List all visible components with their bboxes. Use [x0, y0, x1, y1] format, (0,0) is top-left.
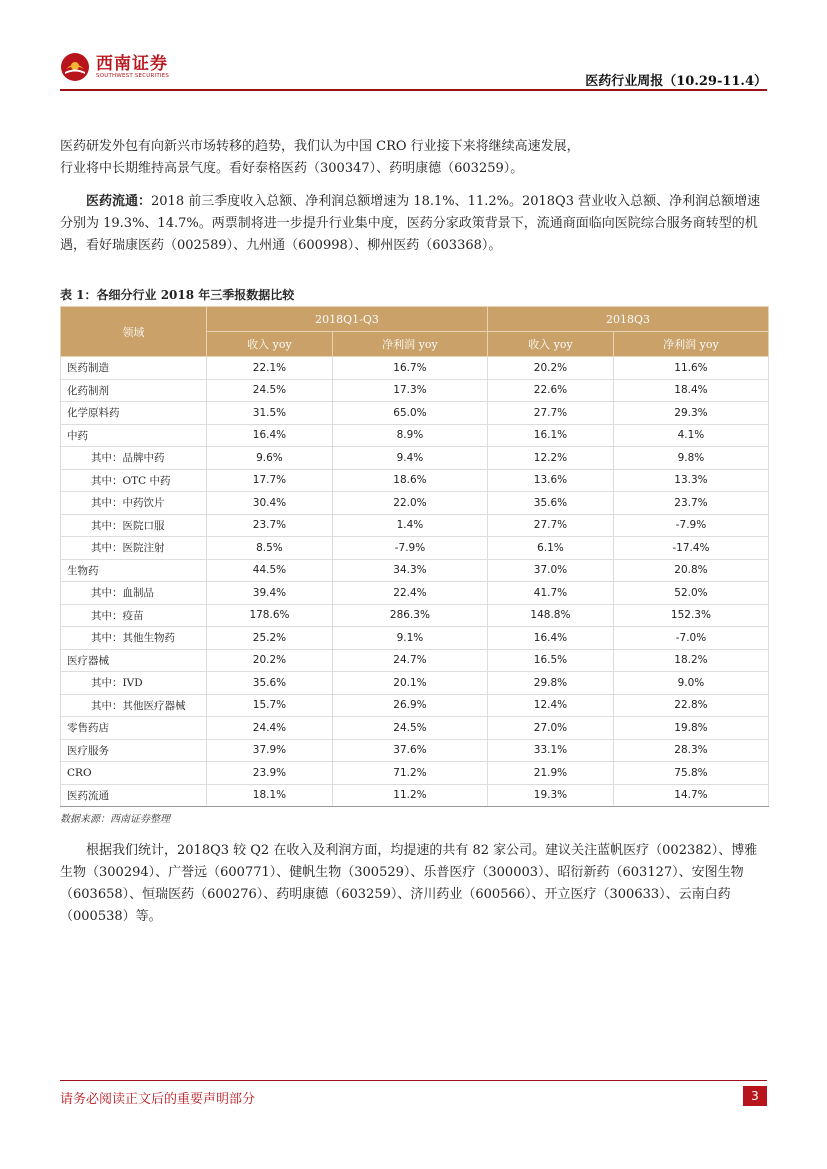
table-row	[61, 762, 769, 785]
conclusion-paragraph: 根据我们统计，2018Q3 较 Q2 在收入及利润方面，均提速的共有 82 家公司。建议关注蓝帆医疗（002382）、博雅生物（300294）、广誉远（600771）、健帆生物（300529）、乐普医疗（300003）、昭衍新药（603127）、安图生物（603658）、恒瑞医药（600276）、药明康德（603259）、济川药业（600566）、开立医疗（300633）、云南白药（000538）等。	[60, 843, 758, 924]
row-value: -17.4%	[613, 537, 768, 560]
row-label: 化学原料药	[61, 402, 207, 425]
row-label: 其中：IVD	[61, 672, 207, 695]
row-value: 11.2%	[332, 784, 487, 807]
row-value: 23.7%	[613, 492, 768, 515]
row-value: 152.3%	[613, 604, 768, 627]
row-value: 41.7%	[487, 582, 613, 605]
row-value: 4.1%	[613, 424, 768, 447]
row-value: 39.4%	[207, 582, 333, 605]
row-value: 17.3%	[332, 379, 487, 402]
row-value: 18.6%	[332, 469, 487, 492]
table-row	[61, 559, 769, 582]
row-value: 24.5%	[332, 717, 487, 740]
row-value: 16.5%	[487, 649, 613, 672]
row-value: 9.8%	[613, 447, 768, 470]
table-row	[61, 672, 769, 695]
row-value: 34.3%	[332, 559, 487, 582]
table-row	[61, 379, 769, 402]
row-value: 17.7%	[207, 469, 333, 492]
row-value: 18.2%	[613, 649, 768, 672]
table-row	[61, 447, 769, 470]
circulation-label: 医药流通：	[86, 194, 152, 209]
row-label: 其中：品牌中药	[61, 447, 207, 470]
row-value: 71.2%	[332, 762, 487, 785]
table-row	[61, 424, 769, 447]
row-value: 28.3%	[613, 739, 768, 762]
table-row	[61, 469, 769, 492]
row-value: 148.8%	[487, 604, 613, 627]
table-row	[61, 694, 769, 717]
page-number: 3	[743, 1086, 767, 1106]
row-value: 16.7%	[332, 357, 487, 380]
row-value: 16.4%	[487, 627, 613, 650]
row-value: 9.6%	[207, 447, 333, 470]
row-value: 20.8%	[613, 559, 768, 582]
intro-line-2: 行业将中长期维持高景气度。看好泰格医药（300347）、药明康德（603259）。	[60, 161, 524, 176]
row-value: 8.5%	[207, 537, 333, 560]
header-revenue-yoy-1: 收入 yoy	[207, 332, 333, 357]
row-value: 52.0%	[613, 582, 768, 605]
row-value: 22.6%	[487, 379, 613, 402]
row-value: 13.6%	[487, 469, 613, 492]
header-domain: 领域	[61, 307, 207, 357]
row-value: 30.4%	[207, 492, 333, 515]
intro-paragraph	[60, 136, 768, 180]
row-label: 医药流通	[61, 784, 207, 807]
row-value: -7.9%	[332, 537, 487, 560]
header-revenue-yoy-2: 收入 yoy	[487, 332, 613, 357]
row-value: 15.7%	[207, 694, 333, 717]
row-value: 27.0%	[487, 717, 613, 740]
logo-emblem-icon	[60, 52, 90, 82]
row-label: 其中：OTC 中药	[61, 469, 207, 492]
row-value: 21.9%	[487, 762, 613, 785]
row-value: 9.4%	[332, 447, 487, 470]
row-value: 9.1%	[332, 627, 487, 650]
table-source: 数据来源：西南证券整理	[60, 814, 170, 825]
row-value: 31.5%	[207, 402, 333, 425]
row-value: 12.2%	[487, 447, 613, 470]
table-row	[61, 402, 769, 425]
table-row	[61, 357, 769, 380]
table-row	[61, 492, 769, 515]
row-value: 75.8%	[613, 762, 768, 785]
circulation-paragraph	[60, 191, 768, 257]
row-value: 24.7%	[332, 649, 487, 672]
row-label: 医疗服务	[61, 739, 207, 762]
row-value: 286.3%	[332, 604, 487, 627]
row-value: 23.7%	[207, 514, 333, 537]
row-label: 其中：医院口服	[61, 514, 207, 537]
row-value: 27.7%	[487, 402, 613, 425]
row-label: 生物药	[61, 559, 207, 582]
row-value: 22.1%	[207, 357, 333, 380]
row-value: 20.1%	[332, 672, 487, 695]
row-value: 37.0%	[487, 559, 613, 582]
row-label: 其中：血制品	[61, 582, 207, 605]
logo-chinese-name: 西南证券	[96, 54, 168, 74]
header-profit-yoy-2: 净利润 yoy	[613, 332, 768, 357]
row-label: 中药	[61, 424, 207, 447]
report-title: 医药行业周报（10.29-11.4）	[585, 74, 767, 89]
row-value: 35.6%	[487, 492, 613, 515]
segment-comparison-table	[60, 306, 769, 807]
company-logo	[60, 52, 169, 82]
row-value: 20.2%	[207, 649, 333, 672]
row-label: 零售药店	[61, 717, 207, 740]
row-value: 19.3%	[487, 784, 613, 807]
row-value: -7.0%	[613, 627, 768, 650]
row-value: 8.9%	[332, 424, 487, 447]
row-label: 其中：其他生物药	[61, 627, 207, 650]
row-value: 14.7%	[613, 784, 768, 807]
row-value: 29.8%	[487, 672, 613, 695]
row-value: 18.1%	[207, 784, 333, 807]
row-value: 22.0%	[332, 492, 487, 515]
row-value: 19.8%	[613, 717, 768, 740]
header-profit-yoy-1: 净利润 yoy	[332, 332, 487, 357]
table-row	[61, 537, 769, 560]
row-value: 29.3%	[613, 402, 768, 425]
row-value: 16.1%	[487, 424, 613, 447]
row-label: 其中：医院注射	[61, 537, 207, 560]
row-value: 65.0%	[332, 402, 487, 425]
table-row	[61, 627, 769, 650]
table-caption: 表 1：各细分行业 2018 年三季报数据比较	[60, 288, 295, 302]
footer-divider	[60, 1080, 767, 1081]
row-value: 22.4%	[332, 582, 487, 605]
intro-line-1: 医药研发外包有向新兴市场转移的趋势，我们认为中国 CRO 行业接下来将继续高速发展，	[60, 139, 580, 154]
header-period-q3: 2018Q3	[487, 307, 768, 332]
row-value: 23.9%	[207, 762, 333, 785]
row-label: 其中：中药饮片	[61, 492, 207, 515]
row-label: CRO	[61, 762, 207, 785]
row-value: 6.1%	[487, 537, 613, 560]
table-row	[61, 649, 769, 672]
row-value: 178.6%	[207, 604, 333, 627]
row-value: 27.7%	[487, 514, 613, 537]
header-divider	[60, 89, 767, 91]
row-label: 医药制造	[61, 357, 207, 380]
row-value: 26.9%	[332, 694, 487, 717]
row-value: 25.2%	[207, 627, 333, 650]
table-row	[61, 739, 769, 762]
row-value: 24.4%	[207, 717, 333, 740]
footer-disclaimer: 请务必阅读正文后的重要声明部分	[60, 1092, 256, 1107]
row-value: 33.1%	[487, 739, 613, 762]
row-value: 13.3%	[613, 469, 768, 492]
row-value: 20.2%	[487, 357, 613, 380]
table-row	[61, 514, 769, 537]
row-value: 18.4%	[613, 379, 768, 402]
row-value: 24.5%	[207, 379, 333, 402]
row-value: 11.6%	[613, 357, 768, 380]
row-value: 35.6%	[207, 672, 333, 695]
row-label: 其中：疫苗	[61, 604, 207, 627]
row-label: 其中：其他医疗器械	[61, 694, 207, 717]
row-value: 12.4%	[487, 694, 613, 717]
circulation-text: 2018 前三季度收入总额、净利润总额增速为 18.1%、11.2%。2018Q3 营业收入总额、净利润总额增速分别为 19.3%、14.7%。两票制将进一步提升行业集中度，医药分家政策背景下，流通商面临向医院综合服务商转型的机遇，看好瑞康医药（002589）、九州通（600998）、柳州医药（603368）。	[60, 194, 761, 253]
row-value: 37.6%	[332, 739, 487, 762]
logo-english-name: SOUTHWEST SECURITIES	[96, 73, 170, 79]
row-value: 22.8%	[613, 694, 768, 717]
table-row	[61, 717, 769, 740]
table-row	[61, 582, 769, 605]
row-value: 1.4%	[332, 514, 487, 537]
row-value: 37.9%	[207, 739, 333, 762]
row-value: 44.5%	[207, 559, 333, 582]
header-period-q1-q3: 2018Q1-Q3	[207, 307, 488, 332]
row-value: 16.4%	[207, 424, 333, 447]
row-label: 医疗器械	[61, 649, 207, 672]
row-label: 化药制剂	[61, 379, 207, 402]
row-value: -7.9%	[613, 514, 768, 537]
row-value: 9.0%	[613, 672, 768, 695]
table-row	[61, 604, 769, 627]
table-row	[61, 784, 769, 807]
table-body	[61, 357, 769, 807]
